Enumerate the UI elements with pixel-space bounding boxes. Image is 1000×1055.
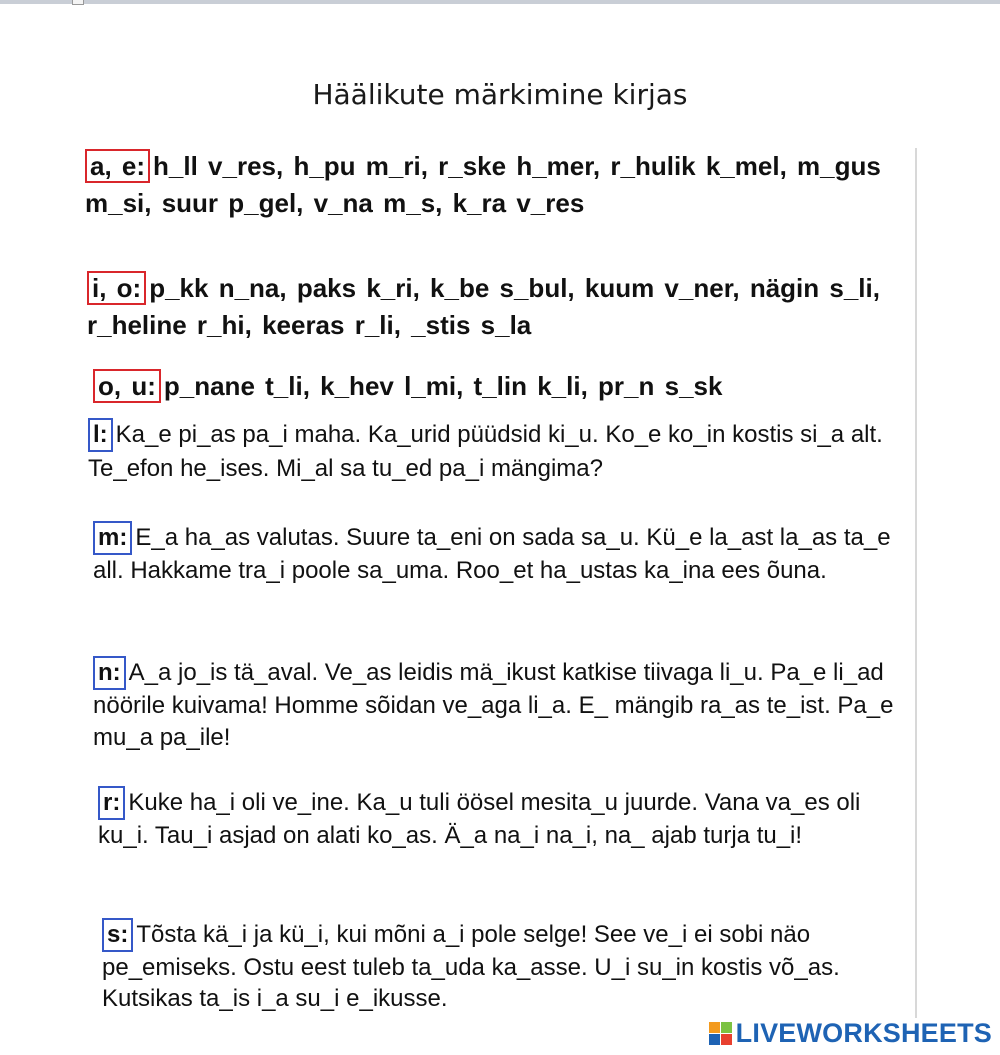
exercise-text: Tõsta kä_i ja kü_i, kui mõni a_i pole selge! See ve_i ei sobi näo pe_emiseks. Ostu eest tuleb ta_uda ka_asse. U_i su_in kostis võ_as. Kutsikas ta_is i_a su_i e_ikusse. bbox=[102, 921, 840, 1012]
exercise-s bbox=[102, 918, 902, 1014]
top-handle bbox=[72, 0, 84, 5]
exercise-label: s: bbox=[102, 918, 133, 952]
exercise-m bbox=[93, 521, 908, 587]
exercise-label: r: bbox=[98, 786, 125, 820]
exercise-r bbox=[98, 786, 903, 852]
exercise-label: n: bbox=[93, 656, 126, 690]
top-border bbox=[0, 0, 1000, 4]
scan-edge-line bbox=[915, 148, 917, 1018]
exercise-text: Ka_e pi_as pa_i maha. Ka_urid püüdsid ki_u. Ko_e ko_in kostis si_a alt. Te_efon he_ises. Mi_al sa tu_ed pa_i mängima? bbox=[88, 421, 883, 482]
exercise-label: a, e: bbox=[85, 149, 150, 183]
brand-name: LIVEWORKSHEETS bbox=[735, 1018, 992, 1048]
exercise-n bbox=[93, 656, 908, 754]
exercise-a-e bbox=[85, 148, 900, 222]
exercise-label: m: bbox=[93, 521, 132, 555]
exercise-text: Kuke ha_i oli ve_ine. Ka_u tuli öösel mesita_u juurde. Vana va_es oli ku_i. Tau_i asjad on alati ko_as. Ä_a na_i na_i, na_ ajab turja tu_i! bbox=[98, 789, 861, 849]
exercise-label: o, u: bbox=[93, 369, 161, 403]
exercise-text: E_a ha_as valutas. Suure ta_eni on sada sa_u. Kü_e la_ast la_as ta_e all. Hakkame tra_i poole sa_uma. Roo_et ha_ustas ka_ina ees õuna. bbox=[93, 524, 891, 584]
exercise-text: p_nane t_li, k_hev l_mi, t_lin k_li, pr_n s_sk bbox=[163, 371, 723, 401]
exercise-text: h_ll v_res, h_pu m_ri, r_ske h_mer, r_hulik k_mel, m_gus m_si, suur p_gel, v_na m_s, k_ra v_res bbox=[85, 151, 881, 218]
page-title: Häälikute märkimine kirjas bbox=[312, 78, 688, 111]
exercise-o-u bbox=[93, 368, 908, 405]
exercise-text: p_kk n_na, paks k_ri, k_be s_bul, kuum v_ner, nägin s_li, r_heline r_hi, keeras r_li, _stis s_la bbox=[87, 273, 880, 340]
exercise-i-o bbox=[87, 270, 902, 344]
liveworksheets-mark-icon bbox=[709, 1022, 732, 1045]
exercise-label: l: bbox=[88, 418, 113, 452]
exercise-text: A_a jo_is tä_aval. Ve_as leidis mä_ikust katkise tiivaga li_u. Pa_e li_ad nöörile kuivama! Homme sõidan ve_aga li_a. E_ mängib ra_as te_ist. Pa_e mu_a pa_ile! bbox=[93, 659, 894, 751]
exercise-label: i, o: bbox=[87, 271, 146, 305]
exercise-l bbox=[88, 418, 910, 485]
liveworksheets-logo bbox=[709, 1018, 992, 1049]
